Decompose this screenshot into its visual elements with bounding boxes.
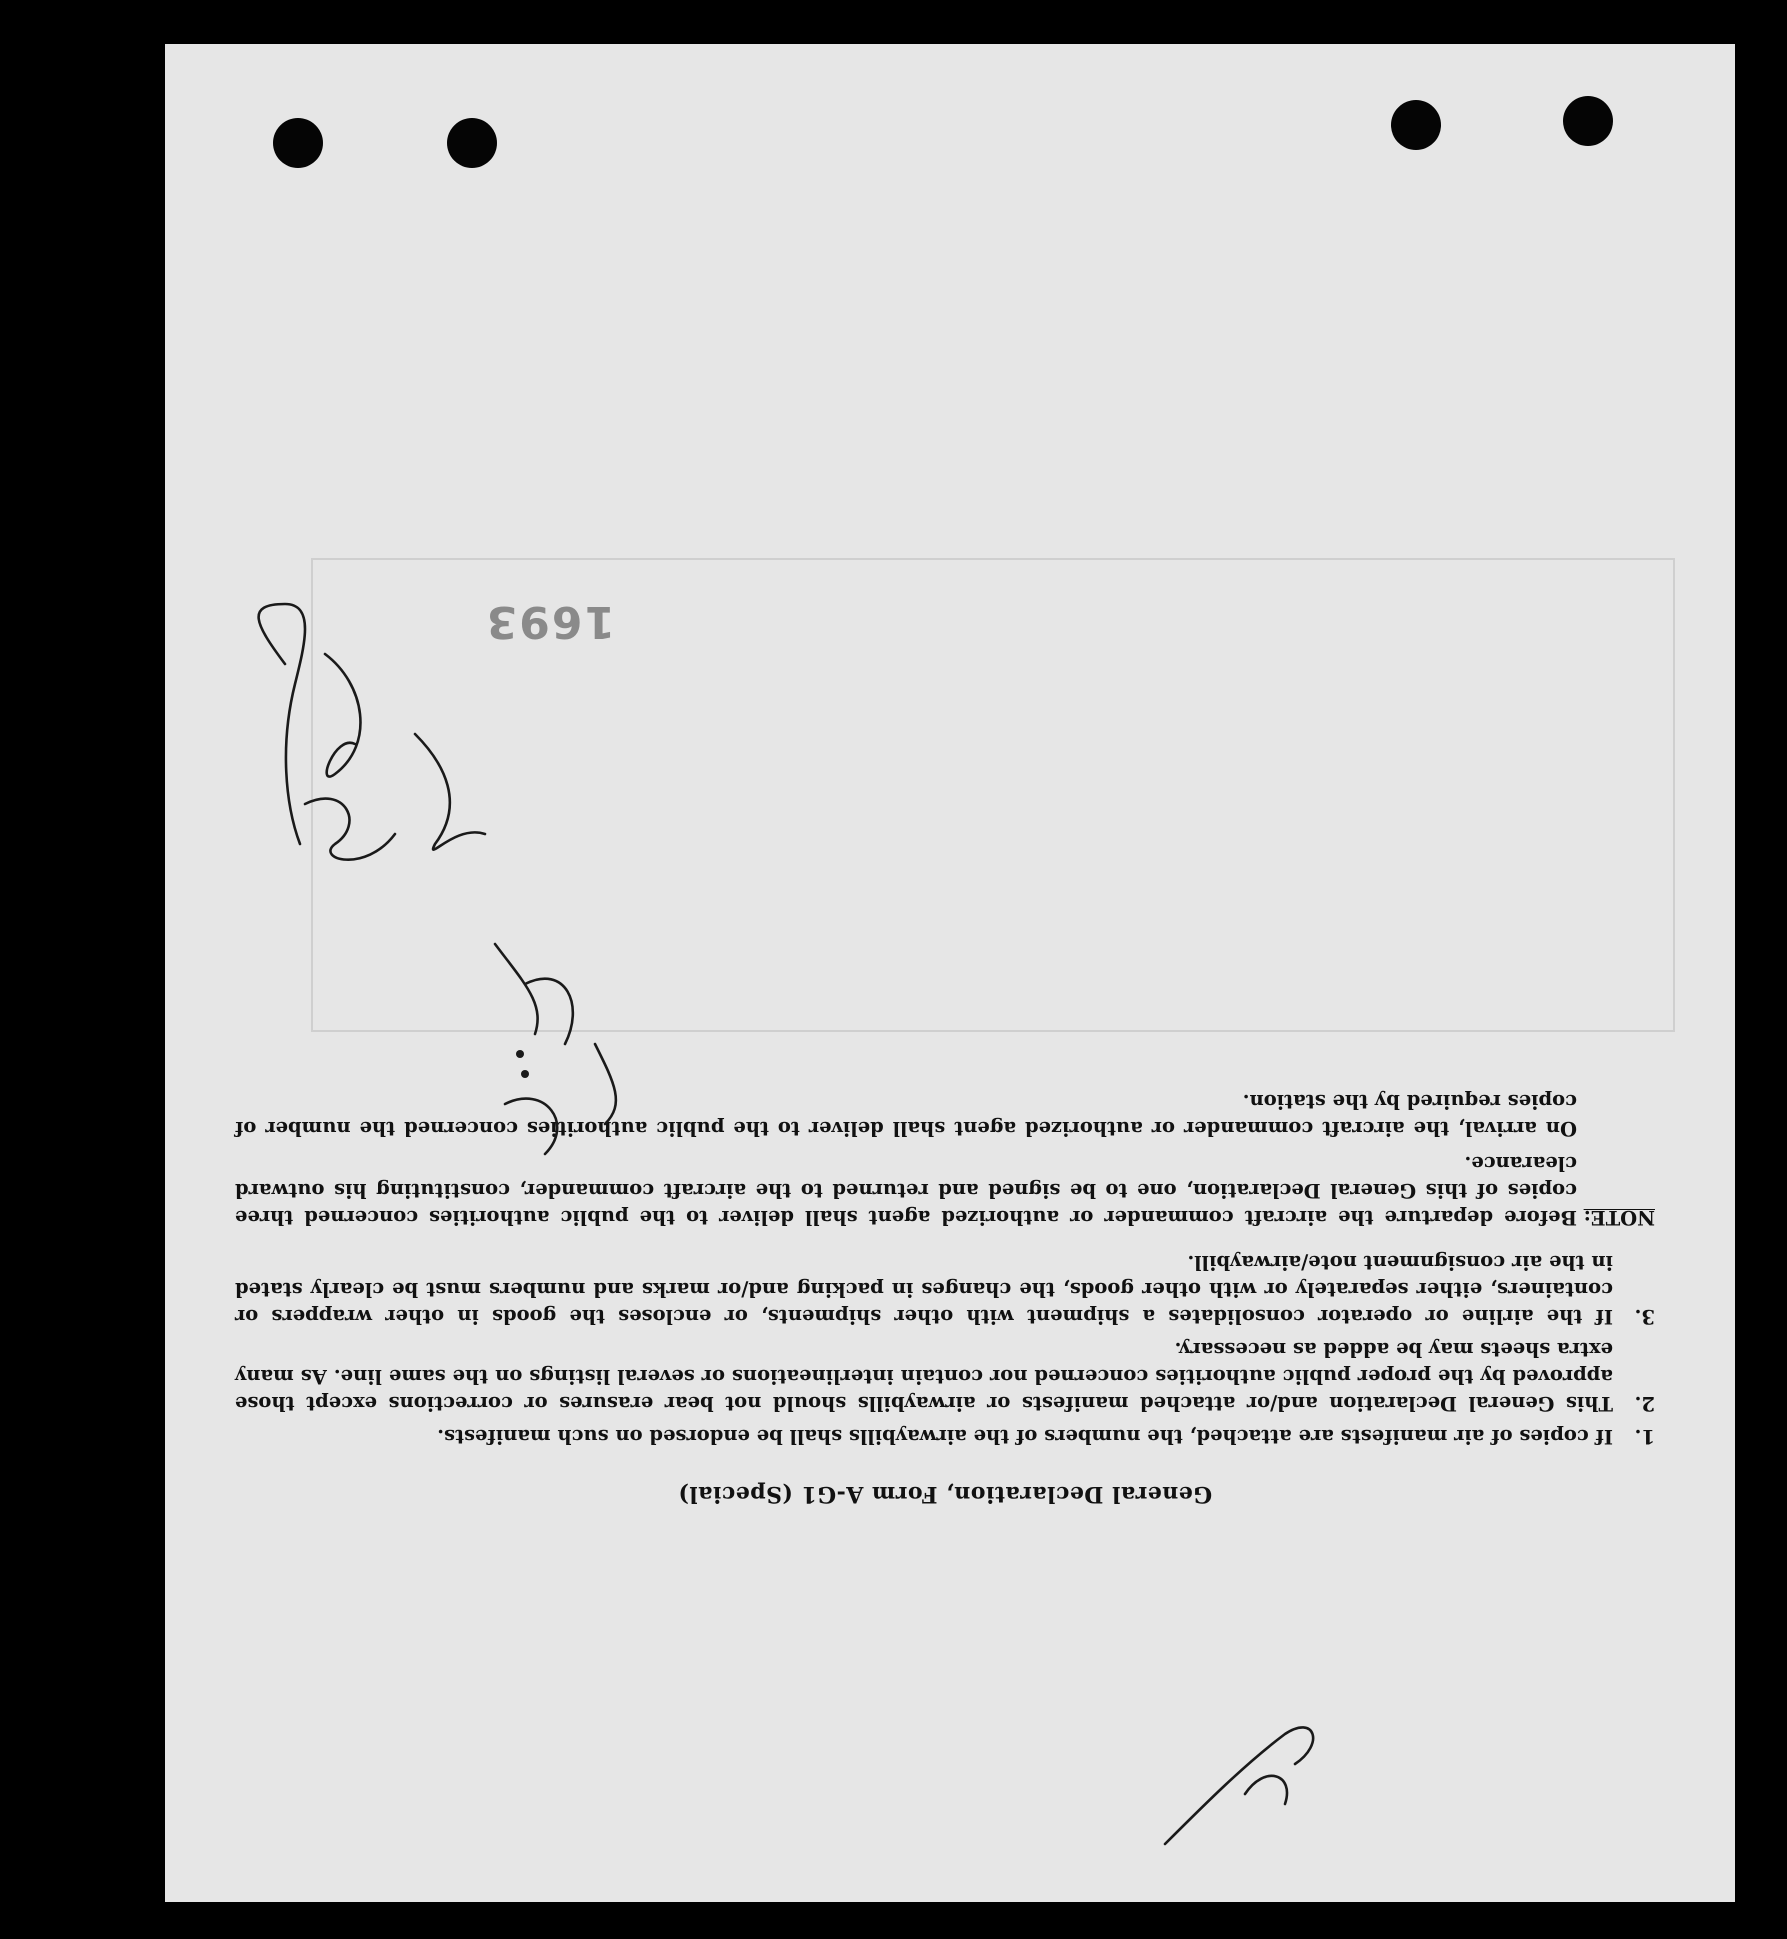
stamp-number: 1693 xyxy=(484,596,615,647)
document-title: General Declaration, Form A-G1 (Special) xyxy=(677,1481,1213,1507)
note-label: NOTE: xyxy=(1583,1206,1655,1229)
item-text: This General Declaration and/or attached manifests or airwaybills should not bear erasures or corrections except those approved by the proper public authorities concerned nor contain interlineations or several listings on the same line. As many extra sheets may be added as necessary. xyxy=(235,1338,1613,1415)
item-number: 2. xyxy=(1634,1392,1655,1415)
note-paragraph: Before departure the aircraft commander or authorized agent shall deliver to the public authorities concerned three copies of this General Declaration, one to be signed and returned to the aircraft commander, constituting his outward clearance. xyxy=(235,1152,1577,1229)
document-page xyxy=(165,44,1735,1902)
item-text: If the airline or operator consolidates a shipment with other shipments, or encloses the goods in other wrappers or containers, either separately or with other goods, the changes in packing and/or marks and numbers must be clearly stated in the air consignment note/airwaybill. xyxy=(235,1251,1613,1328)
item-number: 3. xyxy=(1634,1305,1655,1328)
item-number: 1. xyxy=(1634,1425,1655,1448)
handwritten-signature xyxy=(165,44,1735,1902)
note-paragraph: On arrival, the aircraft commander or authorized agent shall deliver to the public authorities concerned the number of copies required by the station. xyxy=(235,1090,1577,1140)
item-text: If copies of air manifests are attached, the numbers of the airwaybills shall be endorsed on such manifests. xyxy=(437,1425,1613,1448)
